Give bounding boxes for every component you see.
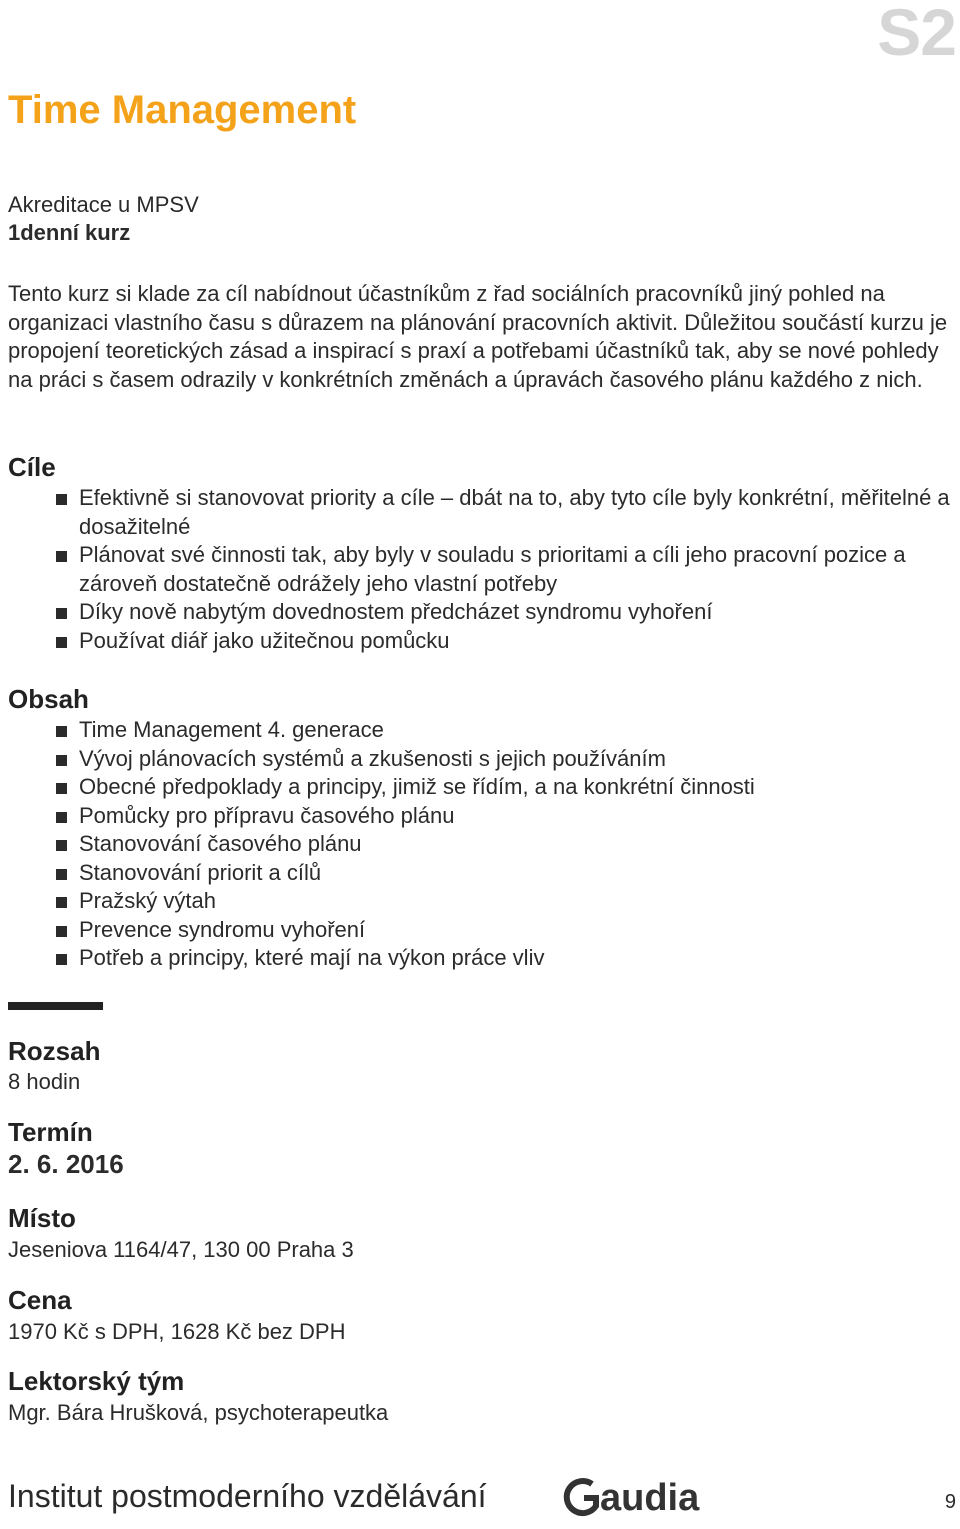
list-item: Pražský výtah xyxy=(56,887,956,916)
scope-label: Rozsah xyxy=(8,1036,101,1066)
list-item: Díky nově nabytým dovednostem předcházet syndromu vyhoření xyxy=(56,598,956,627)
list-item: Prevence syndromu vyhoření xyxy=(56,916,956,945)
institute-name: Institut postmoderního vzdělávání xyxy=(8,1478,487,1514)
date-value: 2. 6. 2016 xyxy=(8,1149,124,1179)
page-title: Time Management xyxy=(8,88,357,132)
list-item: Vývoj plánovacích systémů a zkušenosti s jejich používáním xyxy=(56,745,956,774)
team-value: Mgr. Bára Hrušková, psychoterapeutka xyxy=(8,1400,389,1425)
content-list xyxy=(56,716,956,973)
accreditation-block xyxy=(8,191,199,247)
price-label: Cena xyxy=(8,1285,72,1315)
course-length: 1denní kurz xyxy=(8,220,131,245)
list-item: Potřeb a principy, které mají na výkon práce vliv xyxy=(56,944,956,973)
intro-paragraph: Tento kurz si klade za cíl nabídnout účastníkům z řad sociálních pracovníků jiný pohled na organizaci vlastního času s důrazem na plánování pracovních aktivit. Důležitou součástí kurzu je propojení teoretických zásad a inspirací s praxí a potřebami účastníků tak, aby se nové pohledy na práci s časem odrazily v konkrétních změnách a úpravách časového plánu každého z nich. xyxy=(8,281,948,392)
list-item: Efektivně si stanovovat priority a cíle – dbát na to, aby tyto cíle byly konkrétní, měřitelné a dosažitelné xyxy=(56,484,956,541)
team-label: Lektorský tým xyxy=(8,1366,185,1396)
list-item: Stanovování priorit a cílů xyxy=(56,859,956,888)
price-value: 1970 Kč s DPH, 1628 Kč bez DPH xyxy=(8,1319,346,1344)
list-item: Time Management 4. generace xyxy=(56,716,956,745)
place-value: Jeseniova 1164/47, 130 00 Praha 3 xyxy=(8,1237,354,1262)
accreditation-text: Akreditace u MPSV xyxy=(8,192,199,217)
place-label: Místo xyxy=(8,1203,76,1233)
page-number: 9 xyxy=(944,1491,956,1513)
list-item: Obecné předpoklady a principy, jimiž se řídím, a na konkrétní činnosti xyxy=(56,773,956,802)
scope-value: 8 hodin xyxy=(8,1069,81,1094)
date-label: Termín xyxy=(8,1117,93,1147)
section-code: S2 xyxy=(877,0,956,69)
logo-text: audia xyxy=(600,1477,700,1519)
list-item: Pomůcky pro přípravu časového plánu xyxy=(56,802,956,831)
gaudia-logo xyxy=(562,1472,712,1529)
gaudia-logo-mark xyxy=(562,1472,712,1524)
list-item: Stanovování časového plánu xyxy=(56,830,956,859)
list-item: Plánovat své činnosti tak, aby byly v souladu s prioritami a cíli jeho pracovní pozice a zároveň dostatečně odrážely jeho vlastní potřeby xyxy=(56,541,956,598)
goals-list xyxy=(56,484,956,655)
list-item: Používat diář jako užitečnou pomůcku xyxy=(56,627,956,656)
section-divider xyxy=(8,1002,103,1010)
goals-heading: Cíle xyxy=(8,452,56,482)
content-heading: Obsah xyxy=(8,684,89,714)
